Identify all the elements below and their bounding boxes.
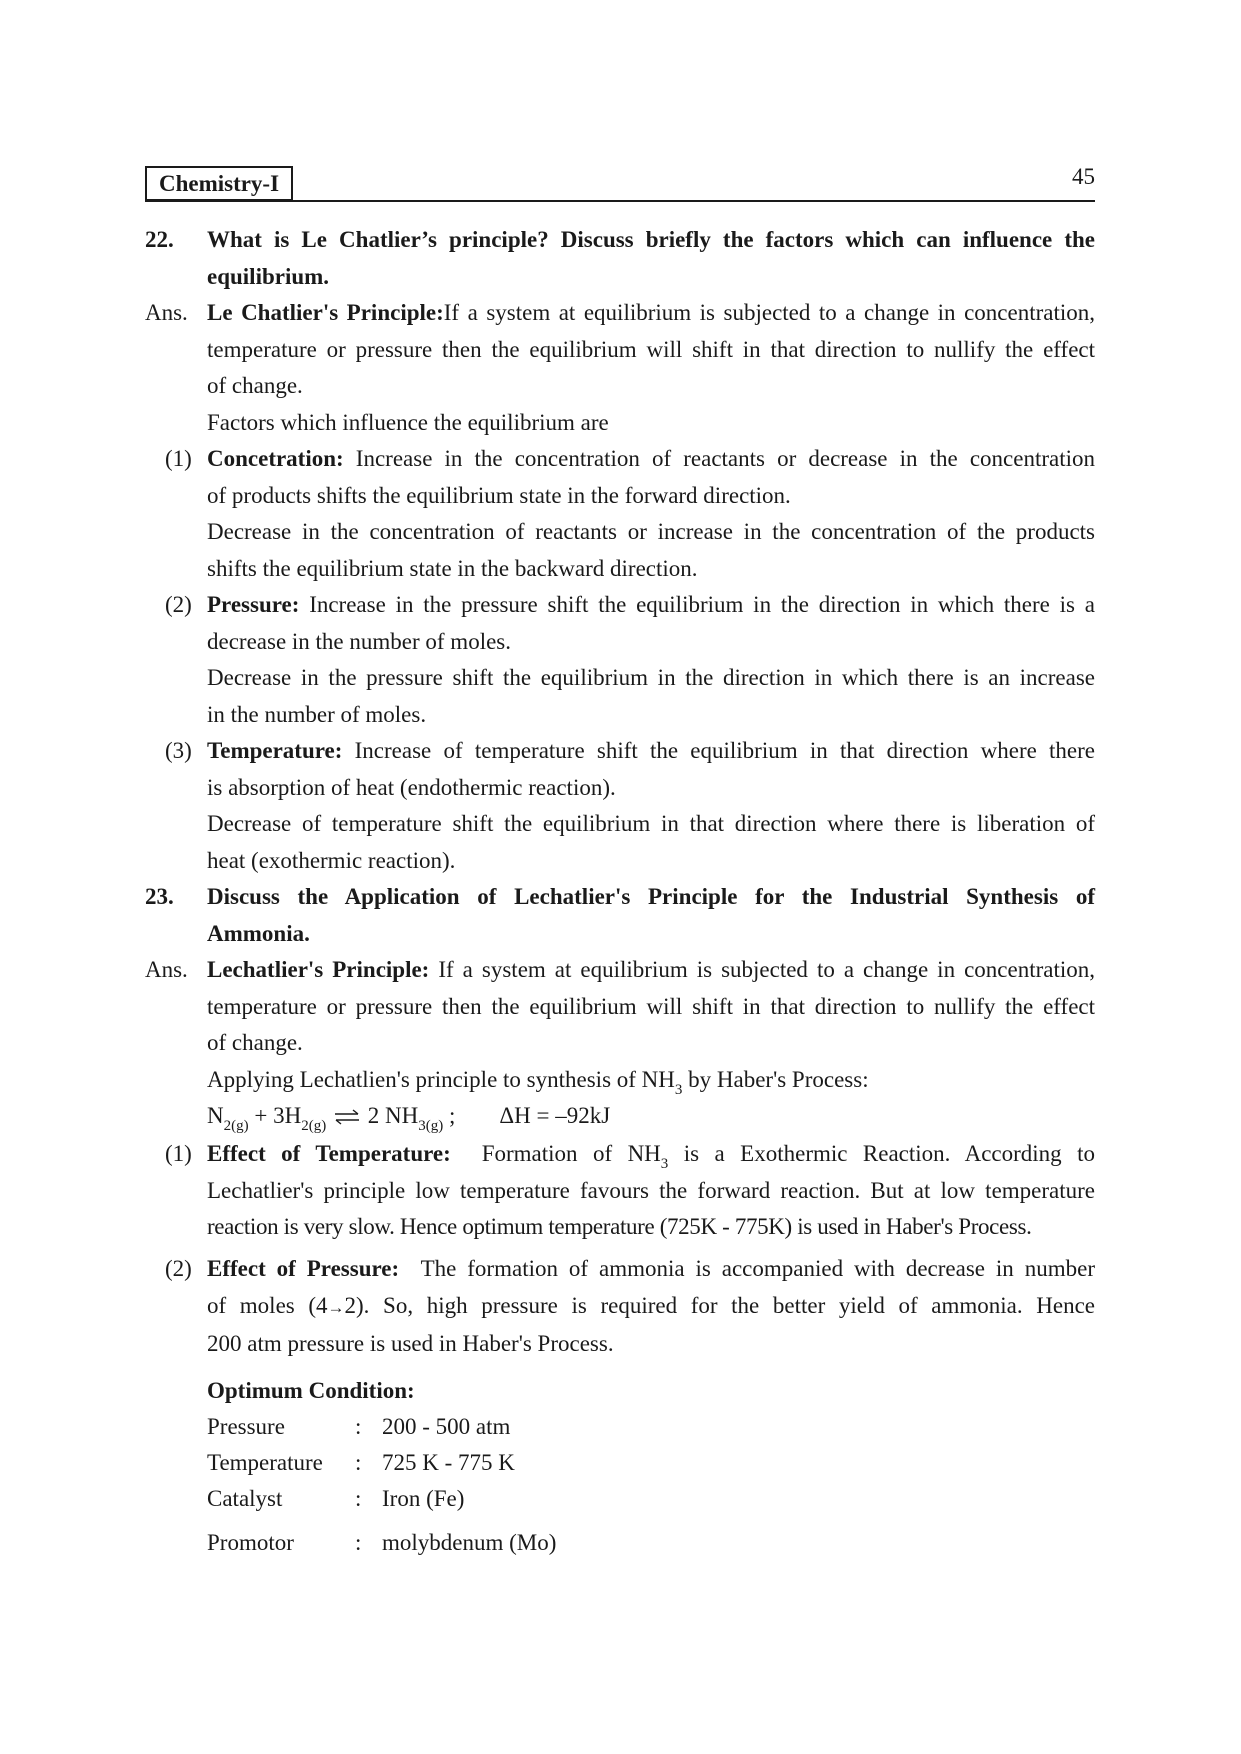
haber-intro: Applying Lechatlien's principle to synthesis of $NH_3$ by Haber's Process: xyxy=(207,1066,869,1098)
question-number: 23. xyxy=(145,884,174,909)
equilibrium-arrow-icon xyxy=(332,1109,362,1125)
textbook-page: Chemistry-I 45 22. What is Le Chatlier’s principle? Discuss briefly the factors which can influence the equilibrium. Ans. Le Chatlier's Principle:If a system at equilibrium is subjected to a change in concentration, temperature or pressure then the equilibrium will shift in that direction to nullify the effect of change. Factors which influence the equilibrium are (1) Concetration: Increase in the concentration of reactants or decrease in the concentration of products shifts the equilibrium state in the forward direction. Decrease in the concentration of reactants or increase in the concentration of the products shifts the equilibrium state in the backward direction. (2) Pressure: Increase in the pressure shift the equilibrium in the direction in which there is a decrease in the number of moles. Decrease in the pressure shift the equilibrium in the direction in which there is an increase in the number of moles. (3) Temperature: Increase of temperature shift the equilibrium in that direction where there is absorption of heat (endothermic reaction). Decrease of temperature shift the equilibrium in that direction where there is liberation of heat (exothermic reaction). 23. Discuss the Application of Lechatlier's Principle for the Industrial Synthesis of Ammonia. Ans. Lechatlier's Principle: If a system at equilibrium is subjected to a change in concentration, temperature or pressure then the equilibrium will shift in that direction to nullify the effect of change. Applying Lechatlien's principle to synthesis of $NH_3$ by Haber's Process: $N_{2(g)} + 3H_{2(g)}$ 2 $NH_{3(g)}$ ; ΔH = –92kJ (1) Effect of Temperature: Formation of $NH_3$ is a Exothermic Reaction. According to Lechatlier's principle low temperature favours the forward reaction. But at low temperature reaction is very slow. Hence optimum temperature (725K - 775K) is used in Haber's Process. (2) Effect of Pressure: The formation of ammonia is accompanied with decrease in number of moles (4→2). So, high pressure is required for the better yield of ammonia. Hence 200 atm pressure is used in Haber's Process. Optimum Condition: Pressure : 200 - 500 atm Temperature : 725 K - 775 K Catalyst : Iron (Fe) Promotor : molybdenum (Mo) xyxy=(145,164,1096,1555)
factor-number: (2) xyxy=(165,592,192,617)
enthalpy-change: ΔH = –92kJ xyxy=(499,1103,611,1128)
answer-principle: Le Chatlier's Principle:If a system at equilibrium is subjected to a change in concentration, temperature or pressure then the equilibrium will shift in that direction to nullify the effect of change. Factors which influence the equilibrium are xyxy=(207,295,1095,441)
principle-term: Le Chatlier's Principle: xyxy=(207,300,444,325)
subject-header-box xyxy=(145,166,293,201)
question-text: Discuss the Application of Lechatlier's Principle for the Industrial Synthesis of Ammonia. xyxy=(207,884,1095,946)
answer-principle: Lechatlier's Principle: If a system at equilibrium is subjected to a change in concentration, temperature or pressure then the equilibrium will shift in that direction to nullify the effect of change. Applying Lechatlien's principle to synthesis of $NH_3$ by Haber's Process: $N_{2(g)} + 3H_{2(g)}$ 2 $NH_{3(g)}$ ; ΔH = –92kJ xyxy=(207,957,1095,1134)
question-number: 22. xyxy=(145,227,174,252)
page-number: 45 xyxy=(1072,164,1095,189)
haber-equation: $N_{2(g)} + 3H_{2(g)}$ 2 $NH_{3(g)}$ ; ΔH = –92kJ xyxy=(207,1103,611,1134)
question-text: What is Le Chatlier’s principle? Discuss briefly the factors which can influence the equilibrium. xyxy=(207,227,1095,289)
effect-number: (2) xyxy=(165,1256,192,1281)
subject-label: Chemistry-I xyxy=(158,171,280,196)
arrow-icon: → xyxy=(327,1297,345,1317)
header-rule xyxy=(145,200,1095,202)
factor-number: (3) xyxy=(165,738,192,763)
effect-number: (1) xyxy=(165,1141,192,1166)
factors-intro: Factors which influence the equilibrium are xyxy=(207,409,609,435)
optimum-heading: Optimum Condition: xyxy=(207,1378,415,1403)
factor-number: (1) xyxy=(165,446,192,471)
ans-label: Ans. xyxy=(145,957,188,982)
ans-label: Ans. xyxy=(145,300,188,325)
principle-term: Lechatlier's Principle: xyxy=(207,957,430,982)
